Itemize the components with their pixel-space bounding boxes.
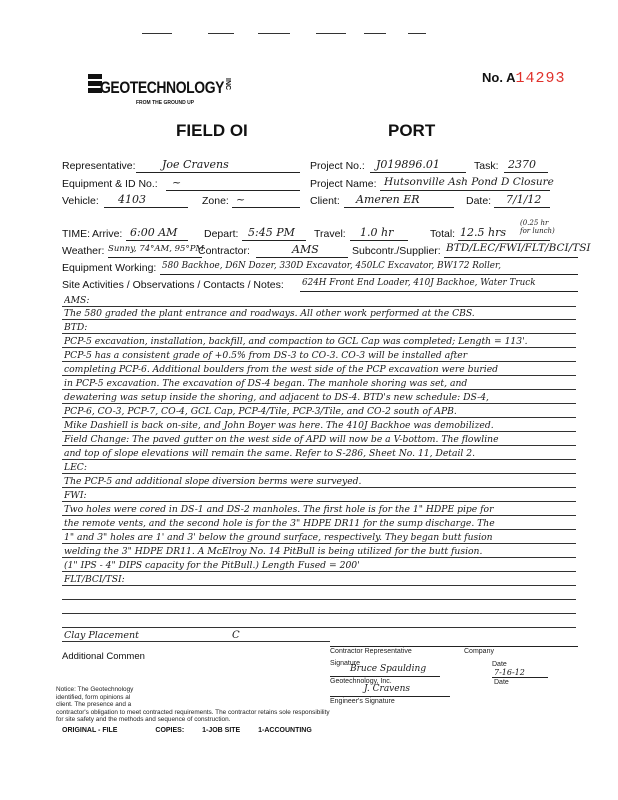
weather-line (108, 257, 202, 258)
vehicle-value: 4103 (118, 193, 146, 206)
notice-line: Notice: The Geotechnology (56, 686, 134, 693)
total-value: 12.5 hrs (460, 226, 506, 239)
equipment-id-label: Equipment & ID No.: (62, 178, 158, 190)
copy-job-site: 1-JOB SITE (202, 727, 241, 734)
contractor-line (256, 257, 348, 258)
date-small-label: Date (492, 661, 507, 668)
note-line: welding the 3" HDPE DR11. A McElroy No. 14 PitBull is being utilized for the butt fusion. (64, 546, 483, 557)
weather-label: Weather: (62, 245, 105, 257)
equipment-id-value: ~ (172, 176, 182, 189)
rule-line (62, 571, 576, 572)
contractor-label: Contractor: (198, 245, 250, 257)
rule-line (62, 585, 576, 586)
clay-mark: C (232, 630, 240, 641)
depart-label: Depart: (204, 228, 239, 240)
zone-line (232, 207, 300, 208)
site-activities-line (300, 291, 578, 292)
rule-line (62, 613, 576, 614)
travel-label: Travel: (314, 228, 346, 240)
rule-line (62, 319, 576, 320)
note-line: The 580 graded the plant entrance and roadways. All other work performed at the CBS. (64, 308, 475, 319)
notice-line: contractor's obligation to meet contracted requirements. The contractor retains sole responsibility (56, 708, 330, 716)
date-value: 7/1/12 (506, 193, 542, 206)
scan-mark (258, 33, 290, 34)
note-line: PCP-5 has a consistent grade of +0.5% from DS-3 to CO-3. CO-3 will be installed after (64, 350, 468, 361)
note-line: Field Change: The paved gutter on the west side of APD will now be a V-bottom. The flowline (64, 434, 499, 445)
contractor-rep-line (330, 646, 578, 647)
project-name-line (380, 190, 550, 191)
zone-label: Zone: (202, 195, 229, 207)
note-line: PCP-6, CO-3, PCP-7, CO-4, GCL Cap, PCP-4/Tile, PCP-3/Tile, and CO-2 south of APB. (64, 406, 457, 417)
rule-line (62, 417, 576, 418)
representative-value: Joe Cravens (162, 158, 229, 171)
subcontractor-value: BTD/LEC/FWI/FLT/BCI/TSI (446, 242, 591, 254)
rule-line (62, 333, 576, 334)
travel-line (350, 240, 408, 241)
travel-value: 1.0 hr (360, 226, 394, 239)
equipment-working-line (160, 274, 578, 275)
note-line: LEC: (64, 462, 87, 473)
client-value: Ameren ER (356, 193, 420, 206)
rule-line (62, 445, 576, 446)
signature-date: 7-16-12 (494, 668, 525, 677)
original-file-label: ORIGINAL - FILE (62, 727, 118, 734)
page-title-right: PORT (388, 121, 436, 140)
note-line: the remote vents, and the second hole is for the 3" HDPE DR11 for the sump discharge. The (64, 518, 495, 529)
scan-mark (208, 33, 234, 34)
signature-mask (162, 645, 328, 691)
note-line: (1" IPS - 4" DIPS capacity for the PitBull.) Length Fused = 200' (64, 560, 360, 571)
additional-comments-label: Additional Commen (62, 651, 145, 662)
date-line (494, 207, 550, 208)
engineer-signature-line (330, 696, 450, 697)
clay-placement-label: Clay Placement (64, 630, 139, 641)
engineer-signature: J. Cravens (364, 684, 411, 694)
company-label: Company (464, 648, 494, 655)
equipment-id-line (166, 190, 300, 191)
contractor-signature: Bruce Spaulding (350, 664, 427, 674)
vehicle-label: Vehicle: (62, 195, 99, 207)
scan-mark (408, 33, 426, 34)
arrive-line (126, 240, 188, 241)
note-line: Mike Dashiell is back on-site, and John Boyer was here. The 410J Backhoe was demobilized. (64, 420, 494, 431)
report-number-label: No. A (482, 70, 516, 85)
note-line: 1" and 3" holes are 1' and 3' below the ground surface, respectively. They began butt fusion (64, 532, 493, 543)
project-no-value: J019896.01 (376, 158, 440, 171)
equipment-working-value: 580 Backhoe, D6N Dozer, 330D Excavator, 450LC Excavator, BW172 Roller, (162, 261, 502, 271)
project-no-label: Project No.: (310, 160, 365, 172)
note-line: Two holes were cored in DS-1 and DS-2 manholes. The first hole is for the 1" HDPE pipe for (64, 504, 494, 515)
weather-value: Sunny, 74°AM, 95°PM (108, 244, 205, 254)
note-line: dewatering was setup inside the shoring, and adjacent to DS-4. BTD's new schedule: DS-4, (64, 392, 489, 403)
representative-label: Representative: (62, 160, 136, 172)
total-note (520, 219, 555, 235)
page-title-left: FIELD OI (176, 121, 248, 140)
note-line: FLT/BCI/TSI: (64, 574, 125, 585)
rule-line (62, 347, 576, 348)
rule-line (62, 375, 576, 376)
notice-line: identified, form opinions al (56, 693, 131, 701)
depart-line (242, 240, 306, 241)
depart-value: 5:45 PM (248, 226, 295, 239)
rule-line (62, 627, 576, 628)
logo-tagline: FROM THE GROUND UP (136, 100, 195, 106)
scan-mark (364, 33, 386, 34)
rule-line (62, 431, 576, 432)
project-name-value: Hutsonville Ash Pond D Closure (384, 176, 554, 188)
signature-date-line (492, 677, 548, 678)
total-line (458, 240, 550, 241)
site-activities-label: Site Activities / Observations / Contacts / Notes: (62, 279, 284, 291)
note-line: in PCP-5 excavation. The excavation of DS-4 began. The manhole shoring was set, and (64, 378, 468, 389)
project-name-label: Project Name: (310, 178, 377, 190)
rule-line (62, 641, 330, 642)
project-no-line (370, 172, 466, 173)
rule-line (62, 361, 576, 362)
notice-line: client. The presence and a (56, 701, 132, 709)
client-label: Client: (310, 195, 340, 207)
time-label: TIME: (62, 228, 90, 240)
note-line: The PCP-5 and additional slope diversion berms were surveyed. (64, 476, 362, 487)
logo-text: GEOTECHNOLOGY (100, 78, 225, 97)
equipment-working-label: Equipment Working: (62, 262, 157, 274)
rule-line (62, 557, 576, 558)
contractor-value: AMS (292, 243, 319, 256)
task-line (504, 172, 548, 173)
rule-line (62, 389, 576, 390)
rule-line (62, 515, 576, 516)
contractor-rep-label: Contractor Representative (330, 648, 412, 655)
note-line: AMS: (64, 295, 90, 306)
signature-label: Signature (330, 660, 360, 667)
rule-line (62, 403, 576, 404)
note-line: BTD: (64, 322, 88, 333)
rule-line (62, 306, 576, 307)
note-line: FWI: (64, 490, 87, 501)
vehicle-line (104, 207, 188, 208)
client-line (344, 207, 454, 208)
date-label: Date: (466, 195, 492, 207)
signature-line (330, 676, 440, 677)
notice-line: for site safety and the methods and sequence of construction. (56, 716, 231, 724)
report-number-value: 14293 (515, 70, 566, 87)
subcontractor-line (444, 257, 578, 258)
zone-value: ~ (236, 193, 246, 206)
rule-line (62, 473, 576, 474)
total-note-top: (0.25 hr (520, 219, 549, 227)
copy-accounting: 1-ACCOUNTING (258, 727, 312, 734)
rule-line (62, 599, 576, 600)
note-line: PCP-5 excavation, installation, backfill, and compaction to GCL Cap was completed; Length = 113'. (64, 336, 528, 347)
scan-mark (142, 33, 172, 34)
task-value: 2370 (508, 158, 536, 171)
geotech-inc-label: Geotechnology, Inc. (330, 678, 392, 685)
total-note-bottom: for lunch) (520, 227, 555, 235)
date-small-label-2: Date (494, 679, 509, 686)
rule-line (62, 529, 576, 530)
rule-line (62, 501, 576, 502)
engineer-signature-label: Engineer's Signature (330, 698, 395, 705)
total-label: Total: (430, 228, 456, 240)
logo-suffix: INC (224, 78, 231, 91)
equipment-working-continued: 624H Front End Loader, 410J Backhoe, Water Truck (302, 278, 536, 288)
rule-line (62, 543, 576, 544)
representative-line (136, 172, 300, 173)
distribution-row (62, 727, 312, 734)
report-number (482, 70, 565, 87)
task-label: Task: (474, 160, 499, 172)
notice-text (56, 686, 330, 724)
copies-label: COPIES: (155, 727, 185, 734)
note-line: and top of slope elevations will remain the same. Refer to S-286, Sheet No. 11, Detail 2. (64, 448, 476, 459)
scan-mark (316, 33, 346, 34)
arrive-value: 6:00 AM (130, 226, 178, 239)
arrive-label: Arrive: (92, 228, 123, 240)
rule-line (62, 487, 576, 488)
note-line: completing PCP-6. Additional boulders from the west side of the PCP excavation were buried (64, 364, 499, 375)
subcontractor-label: Subcontr./Supplier: (352, 245, 441, 257)
rule-line (62, 459, 576, 460)
